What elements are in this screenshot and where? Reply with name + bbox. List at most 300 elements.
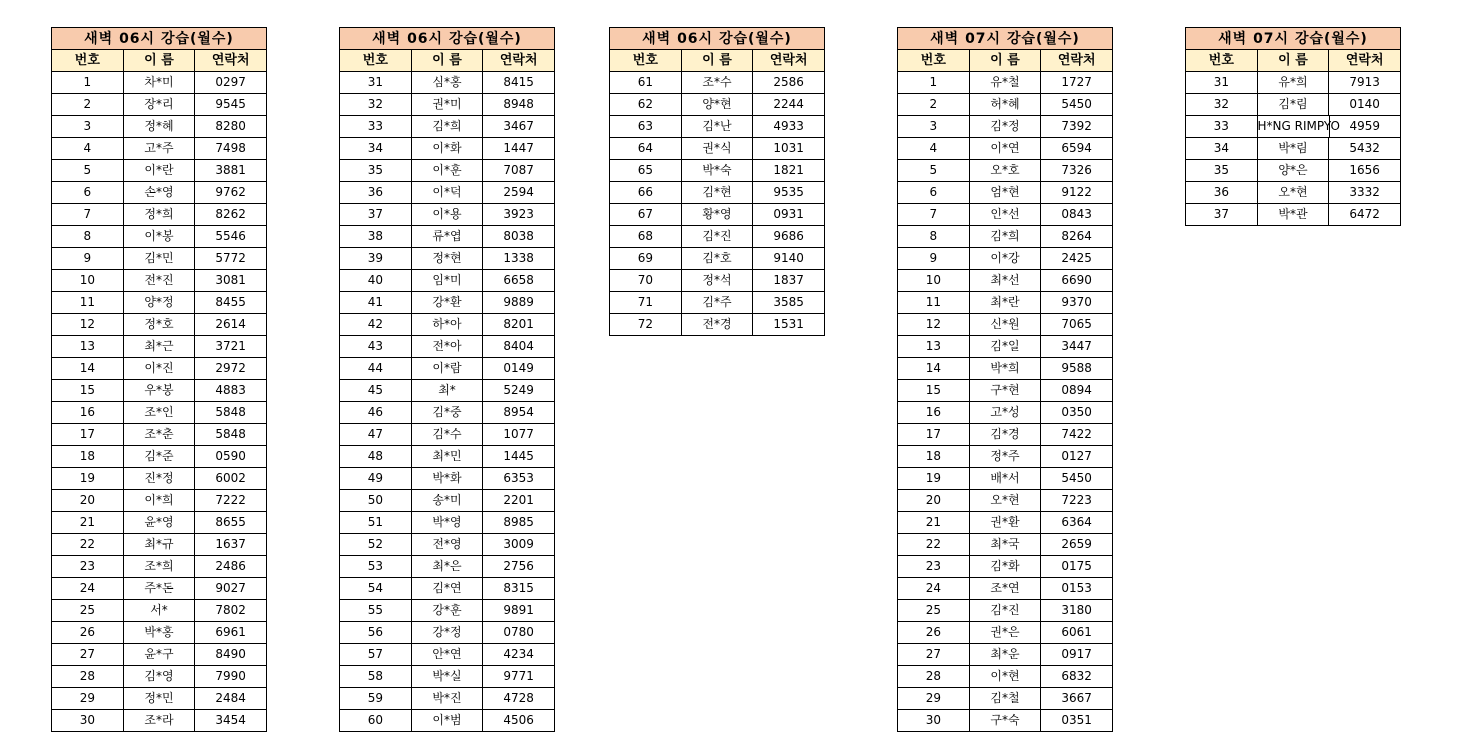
- name-cell[interactable]: 조*라: [124, 710, 196, 732]
- number-cell[interactable]: 68: [610, 226, 682, 248]
- contact-cell[interactable]: 4883: [195, 380, 267, 402]
- contact-cell[interactable]: 9891: [483, 600, 555, 622]
- number-cell[interactable]: 16: [898, 402, 970, 424]
- contact-cell[interactable]: 8954: [483, 402, 555, 424]
- name-cell[interactable]: 최*선: [970, 270, 1042, 292]
- name-cell[interactable]: H*NG RIMPYO: [1258, 116, 1330, 138]
- contact-cell[interactable]: 9762: [195, 182, 267, 204]
- number-cell[interactable]: 6: [898, 182, 970, 204]
- number-cell[interactable]: 33: [1186, 116, 1258, 138]
- contact-cell[interactable]: 6594: [1041, 138, 1113, 160]
- number-cell[interactable]: 67: [610, 204, 682, 226]
- name-cell[interactable]: 박*희: [970, 358, 1042, 380]
- contact-cell[interactable]: 0931: [753, 204, 825, 226]
- number-cell[interactable]: 1: [52, 72, 124, 94]
- number-cell[interactable]: 32: [340, 94, 412, 116]
- number-cell[interactable]: 60: [340, 710, 412, 732]
- name-cell[interactable]: 최*란: [970, 292, 1042, 314]
- contact-cell[interactable]: 8264: [1041, 226, 1113, 248]
- contact-cell[interactable]: 1727: [1041, 72, 1113, 94]
- name-cell[interactable]: 권*미: [412, 94, 484, 116]
- name-cell[interactable]: 권*환: [970, 512, 1042, 534]
- number-cell[interactable]: 29: [52, 688, 124, 710]
- name-cell[interactable]: 김*일: [970, 336, 1042, 358]
- name-cell[interactable]: 양*정: [124, 292, 196, 314]
- header-number[interactable]: 번호: [52, 50, 124, 72]
- contact-cell[interactable]: 7422: [1041, 424, 1113, 446]
- table-title[interactable]: 새벽 06시 강습(월수): [340, 28, 555, 50]
- number-cell[interactable]: 3: [52, 116, 124, 138]
- contact-cell[interactable]: 7222: [195, 490, 267, 512]
- name-cell[interactable]: 박*관: [1258, 204, 1330, 226]
- contact-cell[interactable]: 3881: [195, 160, 267, 182]
- number-cell[interactable]: 62: [610, 94, 682, 116]
- contact-cell[interactable]: 3667: [1041, 688, 1113, 710]
- number-cell[interactable]: 38: [340, 226, 412, 248]
- table-title[interactable]: 새벽 06시 강습(월수): [52, 28, 267, 50]
- number-cell[interactable]: 30: [52, 710, 124, 732]
- name-cell[interactable]: 김*연: [412, 578, 484, 600]
- number-cell[interactable]: 14: [52, 358, 124, 380]
- name-cell[interactable]: 구*숙: [970, 710, 1042, 732]
- name-cell[interactable]: 강*정: [412, 622, 484, 644]
- contact-cell[interactable]: 2614: [195, 314, 267, 336]
- contact-cell[interactable]: 0140: [1329, 94, 1401, 116]
- contact-cell[interactable]: 3454: [195, 710, 267, 732]
- number-cell[interactable]: 48: [340, 446, 412, 468]
- contact-cell[interactable]: 6061: [1041, 622, 1113, 644]
- number-cell[interactable]: 21: [898, 512, 970, 534]
- name-cell[interactable]: 오*현: [970, 490, 1042, 512]
- name-cell[interactable]: 심*홍: [412, 72, 484, 94]
- number-cell[interactable]: 27: [52, 644, 124, 666]
- number-cell[interactable]: 20: [52, 490, 124, 512]
- contact-cell[interactable]: 2425: [1041, 248, 1113, 270]
- number-cell[interactable]: 2: [52, 94, 124, 116]
- contact-cell[interactable]: 8948: [483, 94, 555, 116]
- contact-cell[interactable]: 8655: [195, 512, 267, 534]
- name-cell[interactable]: 고*성: [970, 402, 1042, 424]
- number-cell[interactable]: 70: [610, 270, 682, 292]
- number-cell[interactable]: 55: [340, 600, 412, 622]
- number-cell[interactable]: 11: [52, 292, 124, 314]
- contact-cell[interactable]: 3009: [483, 534, 555, 556]
- number-cell[interactable]: 56: [340, 622, 412, 644]
- number-cell[interactable]: 20: [898, 490, 970, 512]
- contact-cell[interactable]: 9027: [195, 578, 267, 600]
- number-cell[interactable]: 9: [898, 248, 970, 270]
- name-cell[interactable]: 조*인: [124, 402, 196, 424]
- name-cell[interactable]: 주*돈: [124, 578, 196, 600]
- name-cell[interactable]: 송*미: [412, 490, 484, 512]
- contact-cell[interactable]: 1821: [753, 160, 825, 182]
- number-cell[interactable]: 5: [898, 160, 970, 182]
- header-name[interactable]: 이 름: [682, 50, 754, 72]
- number-cell[interactable]: 23: [898, 556, 970, 578]
- number-cell[interactable]: 31: [340, 72, 412, 94]
- contact-cell[interactable]: 0153: [1041, 578, 1113, 600]
- contact-cell[interactable]: 7392: [1041, 116, 1113, 138]
- contact-cell[interactable]: 4234: [483, 644, 555, 666]
- name-cell[interactable]: 김*준: [124, 446, 196, 468]
- table-title[interactable]: 새벽 06시 강습(월수): [610, 28, 825, 50]
- number-cell[interactable]: 7: [898, 204, 970, 226]
- contact-cell[interactable]: 5450: [1041, 94, 1113, 116]
- contact-cell[interactable]: 5450: [1041, 468, 1113, 490]
- name-cell[interactable]: 정*석: [682, 270, 754, 292]
- number-cell[interactable]: 26: [898, 622, 970, 644]
- contact-cell[interactable]: 6832: [1041, 666, 1113, 688]
- contact-cell[interactable]: 1077: [483, 424, 555, 446]
- contact-cell[interactable]: 8315: [483, 578, 555, 600]
- name-cell[interactable]: 김*현: [682, 182, 754, 204]
- name-cell[interactable]: 김*민: [124, 248, 196, 270]
- name-cell[interactable]: 권*은: [970, 622, 1042, 644]
- contact-cell[interactable]: 0127: [1041, 446, 1113, 468]
- number-cell[interactable]: 12: [52, 314, 124, 336]
- contact-cell[interactable]: 3447: [1041, 336, 1113, 358]
- contact-cell[interactable]: 2659: [1041, 534, 1113, 556]
- number-cell[interactable]: 25: [52, 600, 124, 622]
- number-cell[interactable]: 42: [340, 314, 412, 336]
- contact-cell[interactable]: 9771: [483, 666, 555, 688]
- contact-cell[interactable]: 3585: [753, 292, 825, 314]
- name-cell[interactable]: 정*희: [124, 204, 196, 226]
- name-cell[interactable]: 김*진: [970, 600, 1042, 622]
- number-cell[interactable]: 36: [340, 182, 412, 204]
- number-cell[interactable]: 72: [610, 314, 682, 336]
- number-cell[interactable]: 6: [52, 182, 124, 204]
- name-cell[interactable]: 손*영: [124, 182, 196, 204]
- header-name[interactable]: 이 름: [124, 50, 196, 72]
- number-cell[interactable]: 12: [898, 314, 970, 336]
- name-cell[interactable]: 조*희: [124, 556, 196, 578]
- number-cell[interactable]: 40: [340, 270, 412, 292]
- name-cell[interactable]: 이*화: [412, 138, 484, 160]
- contact-cell[interactable]: 2244: [753, 94, 825, 116]
- contact-cell[interactable]: 8262: [195, 204, 267, 226]
- number-cell[interactable]: 28: [52, 666, 124, 688]
- contact-cell[interactable]: 4506: [483, 710, 555, 732]
- name-cell[interactable]: 이*희: [124, 490, 196, 512]
- contact-cell[interactable]: 5249: [483, 380, 555, 402]
- contact-cell[interactable]: 2486: [195, 556, 267, 578]
- contact-cell[interactable]: 3180: [1041, 600, 1113, 622]
- name-cell[interactable]: 박*영: [412, 512, 484, 534]
- name-cell[interactable]: 김*수: [412, 424, 484, 446]
- contact-cell[interactable]: 8280: [195, 116, 267, 138]
- contact-cell[interactable]: 6690: [1041, 270, 1113, 292]
- number-cell[interactable]: 46: [340, 402, 412, 424]
- number-cell[interactable]: 32: [1186, 94, 1258, 116]
- contact-cell[interactable]: 6353: [483, 468, 555, 490]
- number-cell[interactable]: 2: [898, 94, 970, 116]
- name-cell[interactable]: 박*숙: [682, 160, 754, 182]
- number-cell[interactable]: 52: [340, 534, 412, 556]
- contact-cell[interactable]: 0843: [1041, 204, 1113, 226]
- contact-cell[interactable]: 7913: [1329, 72, 1401, 94]
- name-cell[interactable]: 허*혜: [970, 94, 1042, 116]
- number-cell[interactable]: 16: [52, 402, 124, 424]
- number-cell[interactable]: 21: [52, 512, 124, 534]
- header-contact[interactable]: 연락처: [1329, 50, 1401, 72]
- number-cell[interactable]: 19: [898, 468, 970, 490]
- header-contact[interactable]: 연락처: [753, 50, 825, 72]
- name-cell[interactable]: 박*홍: [124, 622, 196, 644]
- number-cell[interactable]: 26: [52, 622, 124, 644]
- number-cell[interactable]: 29: [898, 688, 970, 710]
- contact-cell[interactable]: 6002: [195, 468, 267, 490]
- number-cell[interactable]: 66: [610, 182, 682, 204]
- number-cell[interactable]: 22: [52, 534, 124, 556]
- contact-cell[interactable]: 3923: [483, 204, 555, 226]
- number-cell[interactable]: 63: [610, 116, 682, 138]
- header-number[interactable]: 번호: [340, 50, 412, 72]
- name-cell[interactable]: 정*민: [124, 688, 196, 710]
- contact-cell[interactable]: 3467: [483, 116, 555, 138]
- name-cell[interactable]: 장*리: [124, 94, 196, 116]
- name-cell[interactable]: 정*주: [970, 446, 1042, 468]
- name-cell[interactable]: 류*엽: [412, 226, 484, 248]
- name-cell[interactable]: 권*식: [682, 138, 754, 160]
- name-cell[interactable]: 김*난: [682, 116, 754, 138]
- contact-cell[interactable]: 0917: [1041, 644, 1113, 666]
- contact-cell[interactable]: 2484: [195, 688, 267, 710]
- name-cell[interactable]: 정*혜: [124, 116, 196, 138]
- name-cell[interactable]: 최*규: [124, 534, 196, 556]
- name-cell[interactable]: 김*호: [682, 248, 754, 270]
- name-cell[interactable]: 최*민: [412, 446, 484, 468]
- name-cell[interactable]: 정*현: [412, 248, 484, 270]
- number-cell[interactable]: 47: [340, 424, 412, 446]
- number-cell[interactable]: 34: [1186, 138, 1258, 160]
- number-cell[interactable]: 15: [52, 380, 124, 402]
- contact-cell[interactable]: 0780: [483, 622, 555, 644]
- number-cell[interactable]: 27: [898, 644, 970, 666]
- name-cell[interactable]: 유*철: [970, 72, 1042, 94]
- number-cell[interactable]: 35: [1186, 160, 1258, 182]
- contact-cell[interactable]: 4933: [753, 116, 825, 138]
- number-cell[interactable]: 33: [340, 116, 412, 138]
- contact-cell[interactable]: 9588: [1041, 358, 1113, 380]
- number-cell[interactable]: 58: [340, 666, 412, 688]
- name-cell[interactable]: 김*중: [412, 402, 484, 424]
- name-cell[interactable]: 박*화: [412, 468, 484, 490]
- number-cell[interactable]: 39: [340, 248, 412, 270]
- contact-cell[interactable]: 7087: [483, 160, 555, 182]
- contact-cell[interactable]: 7498: [195, 138, 267, 160]
- name-cell[interactable]: 전*영: [412, 534, 484, 556]
- name-cell[interactable]: 강*훈: [412, 600, 484, 622]
- name-cell[interactable]: 최*: [412, 380, 484, 402]
- header-number[interactable]: 번호: [1186, 50, 1258, 72]
- contact-cell[interactable]: 1637: [195, 534, 267, 556]
- number-cell[interactable]: 28: [898, 666, 970, 688]
- contact-cell[interactable]: 9370: [1041, 292, 1113, 314]
- name-cell[interactable]: 전*진: [124, 270, 196, 292]
- header-name[interactable]: 이 름: [970, 50, 1042, 72]
- name-cell[interactable]: 이*범: [412, 710, 484, 732]
- contact-cell[interactable]: 8038: [483, 226, 555, 248]
- contact-cell[interactable]: 7326: [1041, 160, 1113, 182]
- number-cell[interactable]: 13: [52, 336, 124, 358]
- number-cell[interactable]: 10: [898, 270, 970, 292]
- number-cell[interactable]: 8: [898, 226, 970, 248]
- name-cell[interactable]: 우*봉: [124, 380, 196, 402]
- contact-cell[interactable]: 9140: [753, 248, 825, 270]
- number-cell[interactable]: 25: [898, 600, 970, 622]
- name-cell[interactable]: 박*실: [412, 666, 484, 688]
- number-cell[interactable]: 22: [898, 534, 970, 556]
- contact-cell[interactable]: 2201: [483, 490, 555, 512]
- contact-cell[interactable]: 9545: [195, 94, 267, 116]
- name-cell[interactable]: 김*경: [970, 424, 1042, 446]
- name-cell[interactable]: 배*서: [970, 468, 1042, 490]
- number-cell[interactable]: 65: [610, 160, 682, 182]
- contact-cell[interactable]: 0149: [483, 358, 555, 380]
- contact-cell[interactable]: 0175: [1041, 556, 1113, 578]
- number-cell[interactable]: 49: [340, 468, 412, 490]
- number-cell[interactable]: 13: [898, 336, 970, 358]
- contact-cell[interactable]: 8455: [195, 292, 267, 314]
- name-cell[interactable]: 박*림: [1258, 138, 1330, 160]
- contact-cell[interactable]: 6364: [1041, 512, 1113, 534]
- contact-cell[interactable]: 7223: [1041, 490, 1113, 512]
- contact-cell[interactable]: 8490: [195, 644, 267, 666]
- number-cell[interactable]: 23: [52, 556, 124, 578]
- name-cell[interactable]: 김*주: [682, 292, 754, 314]
- contact-cell[interactable]: 1445: [483, 446, 555, 468]
- number-cell[interactable]: 5: [52, 160, 124, 182]
- name-cell[interactable]: 신*원: [970, 314, 1042, 336]
- number-cell[interactable]: 61: [610, 72, 682, 94]
- name-cell[interactable]: 조*춘: [124, 424, 196, 446]
- name-cell[interactable]: 서*: [124, 600, 196, 622]
- contact-cell[interactable]: 9535: [753, 182, 825, 204]
- header-contact[interactable]: 연락처: [1041, 50, 1113, 72]
- number-cell[interactable]: 30: [898, 710, 970, 732]
- number-cell[interactable]: 59: [340, 688, 412, 710]
- contact-cell[interactable]: 6472: [1329, 204, 1401, 226]
- contact-cell[interactable]: 9686: [753, 226, 825, 248]
- name-cell[interactable]: 김*철: [970, 688, 1042, 710]
- contact-cell[interactable]: 3332: [1329, 182, 1401, 204]
- contact-cell[interactable]: 5848: [195, 424, 267, 446]
- contact-cell[interactable]: 2594: [483, 182, 555, 204]
- name-cell[interactable]: 윤*구: [124, 644, 196, 666]
- name-cell[interactable]: 인*선: [970, 204, 1042, 226]
- contact-cell[interactable]: 7065: [1041, 314, 1113, 336]
- contact-cell[interactable]: 8404: [483, 336, 555, 358]
- header-number[interactable]: 번호: [898, 50, 970, 72]
- contact-cell[interactable]: 1531: [753, 314, 825, 336]
- contact-cell[interactable]: 7990: [195, 666, 267, 688]
- number-cell[interactable]: 31: [1186, 72, 1258, 94]
- contact-cell[interactable]: 3721: [195, 336, 267, 358]
- contact-cell[interactable]: 0351: [1041, 710, 1113, 732]
- name-cell[interactable]: 최*근: [124, 336, 196, 358]
- name-cell[interactable]: 조*수: [682, 72, 754, 94]
- number-cell[interactable]: 36: [1186, 182, 1258, 204]
- contact-cell[interactable]: 2972: [195, 358, 267, 380]
- name-cell[interactable]: 차*미: [124, 72, 196, 94]
- number-cell[interactable]: 44: [340, 358, 412, 380]
- name-cell[interactable]: 김*정: [970, 116, 1042, 138]
- name-cell[interactable]: 이*훈: [412, 160, 484, 182]
- name-cell[interactable]: 오*호: [970, 160, 1042, 182]
- number-cell[interactable]: 9: [52, 248, 124, 270]
- contact-cell[interactable]: 5772: [195, 248, 267, 270]
- number-cell[interactable]: 8: [52, 226, 124, 248]
- name-cell[interactable]: 이*연: [970, 138, 1042, 160]
- contact-cell[interactable]: 3081: [195, 270, 267, 292]
- name-cell[interactable]: 안*연: [412, 644, 484, 666]
- contact-cell[interactable]: 0590: [195, 446, 267, 468]
- name-cell[interactable]: 윤*영: [124, 512, 196, 534]
- contact-cell[interactable]: 1837: [753, 270, 825, 292]
- number-cell[interactable]: 7: [52, 204, 124, 226]
- name-cell[interactable]: 전*아: [412, 336, 484, 358]
- name-cell[interactable]: 김*진: [682, 226, 754, 248]
- header-number[interactable]: 번호: [610, 50, 682, 72]
- name-cell[interactable]: 최*국: [970, 534, 1042, 556]
- contact-cell[interactable]: 0297: [195, 72, 267, 94]
- name-cell[interactable]: 고*주: [124, 138, 196, 160]
- number-cell[interactable]: 24: [898, 578, 970, 600]
- name-cell[interactable]: 오*현: [1258, 182, 1330, 204]
- number-cell[interactable]: 11: [898, 292, 970, 314]
- name-cell[interactable]: 유*희: [1258, 72, 1330, 94]
- contact-cell[interactable]: 9122: [1041, 182, 1113, 204]
- name-cell[interactable]: 김*림: [1258, 94, 1330, 116]
- name-cell[interactable]: 이*봉: [124, 226, 196, 248]
- contact-cell[interactable]: 1447: [483, 138, 555, 160]
- contact-cell[interactable]: 5546: [195, 226, 267, 248]
- number-cell[interactable]: 19: [52, 468, 124, 490]
- name-cell[interactable]: 하*아: [412, 314, 484, 336]
- number-cell[interactable]: 34: [340, 138, 412, 160]
- contact-cell[interactable]: 5848: [195, 402, 267, 424]
- contact-cell[interactable]: 9889: [483, 292, 555, 314]
- number-cell[interactable]: 45: [340, 380, 412, 402]
- contact-cell[interactable]: 1338: [483, 248, 555, 270]
- number-cell[interactable]: 18: [898, 446, 970, 468]
- contact-cell[interactable]: 2586: [753, 72, 825, 94]
- name-cell[interactable]: 구*현: [970, 380, 1042, 402]
- name-cell[interactable]: 김*화: [970, 556, 1042, 578]
- number-cell[interactable]: 69: [610, 248, 682, 270]
- contact-cell[interactable]: 4728: [483, 688, 555, 710]
- name-cell[interactable]: 이*용: [412, 204, 484, 226]
- number-cell[interactable]: 57: [340, 644, 412, 666]
- contact-cell[interactable]: 4959: [1330, 116, 1402, 138]
- number-cell[interactable]: 53: [340, 556, 412, 578]
- name-cell[interactable]: 진*정: [124, 468, 196, 490]
- table-title[interactable]: 새벽 07시 강습(월수): [1186, 28, 1401, 50]
- contact-cell[interactable]: 1656: [1329, 160, 1401, 182]
- number-cell[interactable]: 71: [610, 292, 682, 314]
- name-cell[interactable]: 이*현: [970, 666, 1042, 688]
- number-cell[interactable]: 24: [52, 578, 124, 600]
- number-cell[interactable]: 18: [52, 446, 124, 468]
- contact-cell[interactable]: 1031: [753, 138, 825, 160]
- name-cell[interactable]: 김*영: [124, 666, 196, 688]
- name-cell[interactable]: 양*현: [682, 94, 754, 116]
- number-cell[interactable]: 41: [340, 292, 412, 314]
- contact-cell[interactable]: 8415: [483, 72, 555, 94]
- table-title[interactable]: 새벽 07시 강습(월수): [898, 28, 1113, 50]
- number-cell[interactable]: 37: [1186, 204, 1258, 226]
